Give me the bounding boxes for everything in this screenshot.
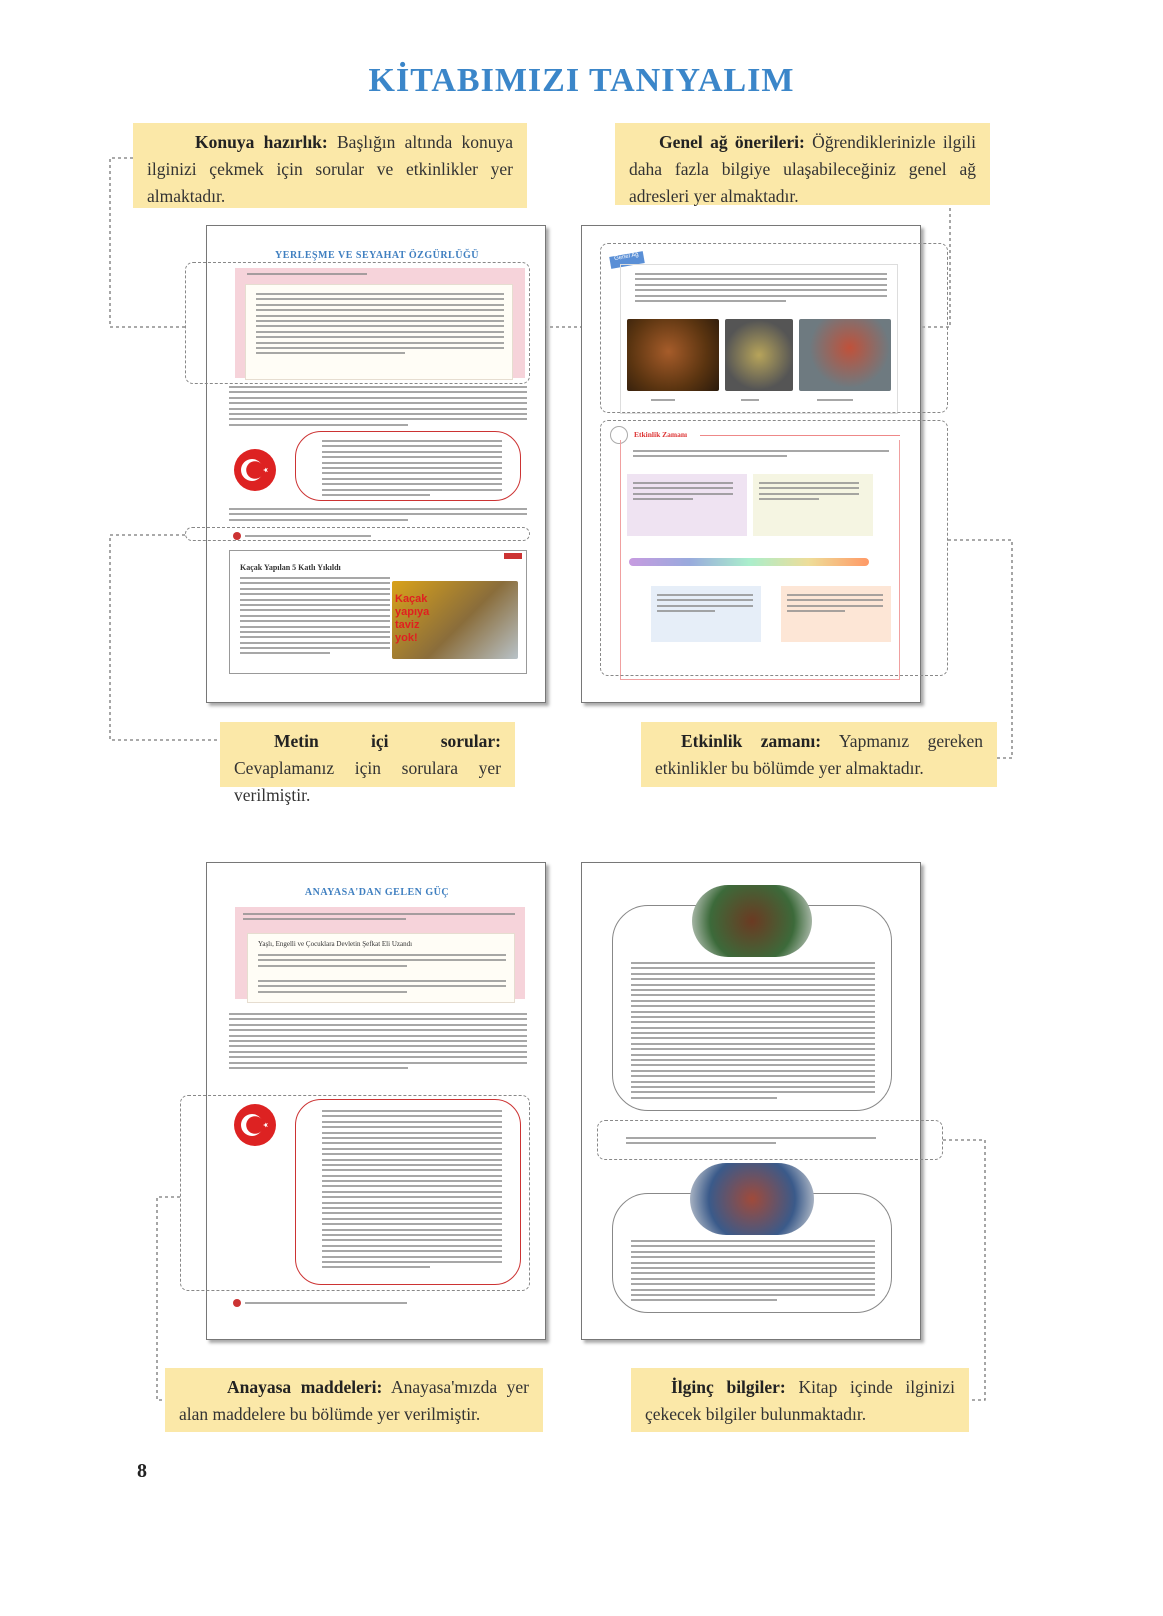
constitution-bubble [295,431,521,501]
question-icon [233,1299,241,1307]
text-lines [258,980,506,996]
window-close-icon [504,553,522,559]
text-line [631,1032,875,1034]
callout-term: Konuya hazırlık: [195,132,328,152]
text-line [631,967,875,969]
callout-etkinlik [641,722,997,787]
text-line [322,489,502,491]
text-line [631,962,875,964]
text-line [322,456,502,458]
callout-term: Metin içi sorular: [274,731,501,751]
text-line [229,386,527,388]
text-line [322,451,502,453]
sample-heading: YERLEŞME VE SEYAHAT ÖZGÜRLÜĞÜ [275,250,479,261]
text-line [240,626,390,628]
highlight-anayasa [180,1095,530,1291]
text-line [229,1013,527,1015]
callout-metin-ici [220,722,515,805]
text-line [229,413,527,415]
text-lines [240,577,390,658]
text-lines [245,1302,515,1307]
callout-text: Yapmanız gereken etkinlikler bu bölümde yer almaktadır. [655,731,983,778]
text-line [631,1278,875,1280]
text-line [229,1056,527,1058]
text-line [258,985,506,987]
text-line [240,609,390,611]
text-line [631,1299,777,1301]
callout-ilginc [631,1368,969,1432]
text-line [258,980,506,982]
text-line [240,647,390,649]
text-line [229,408,527,410]
text-line [322,462,502,464]
news-title: Yaşlı, Engelli ve Çocuklara Devletin Şefkat Eli Uzandı [258,940,413,948]
activity-title: Etkinlik Zamanı [634,430,688,439]
text-line [631,1075,875,1077]
text-lines [243,913,515,924]
text-lines [229,1013,527,1072]
callout-text: Anayasa'mızda yer alan maddelere bu bölümde yer verilmiştir. [179,1377,529,1424]
text-line [229,391,527,393]
text-line [631,989,875,991]
sample-page-4 [581,862,921,1340]
text-line [631,1070,875,1072]
text-line [229,1024,527,1026]
text-line [240,593,390,595]
text-line [322,483,502,485]
callout-text: Cevaplamanız için sorulara yer verilmiştir. [234,758,501,805]
callout-term: Anayasa maddeleri: [227,1377,383,1397]
text-line [258,991,407,993]
text-line [631,1097,777,1099]
text-line [631,1240,875,1242]
web-badge: Genel Ağ [609,251,645,269]
text-line [631,1262,875,1264]
prep-text-card [247,933,515,1003]
callout-term: Genel ağ önerileri: [659,132,805,152]
callout-genel-ag [615,123,990,205]
text-line [229,1051,527,1053]
text-line [631,1267,875,1269]
highlight-genel-ag [600,243,948,413]
callout-konuya-hazirlik [133,123,527,208]
text-line [229,1040,527,1042]
text-line [243,913,515,915]
text-line [240,636,390,638]
children-photo [692,885,812,957]
text-line [631,1081,875,1083]
callout-text: Öğrendiklerinizle ilgili daha fazla bilgiye ulaşabileceğiniz genel ağ adresleri yer almaktadır. [629,132,976,206]
text-lines [631,962,875,1102]
callout-term: İlginç bilgiler: [671,1377,786,1397]
text-lines [229,386,527,429]
text-line [240,642,390,644]
text-line [229,1062,527,1064]
text-line [631,1016,875,1018]
text-line [631,1294,875,1296]
text-lines [229,508,527,524]
text-line [631,1283,875,1285]
text-line [229,1045,527,1047]
text-line [631,973,875,975]
text-line [631,1256,875,1258]
text-line [631,1043,875,1045]
text-line [631,1272,875,1274]
text-lines [258,954,506,970]
news-window [229,550,527,674]
text-line [322,440,502,442]
text-line [631,1059,875,1061]
text-line [229,418,527,420]
text-line [631,1021,875,1023]
text-line [631,1005,875,1007]
text-line [631,1000,875,1002]
text-line [240,582,390,584]
text-line [631,1027,875,1029]
text-line [240,588,390,590]
callout-text: Başlığın altında konuya ilginizi çekmek için sorular ve etkinlikler yer almaktadır. [147,132,513,206]
text-line [240,577,390,579]
text-line [229,424,408,426]
text-line [631,1011,875,1013]
text-line [322,472,502,474]
text-line [631,1037,875,1039]
text-line [229,513,527,515]
news-photo [392,581,518,659]
text-line [240,631,390,633]
text-line [240,599,390,601]
sample-heading: ANAYASA'DAN GELEN GÜÇ [304,887,450,898]
text-line [631,1048,875,1050]
news-photo-text: Kaçak yapıya taviz yok! [395,593,430,644]
text-line [229,1035,527,1037]
text-line [229,1067,408,1069]
highlight-etkinlik [600,420,948,676]
text-line [240,620,390,622]
callout-text: Kitap içinde ilginizi çekecek bilgiler bulunmaktadır. [645,1377,956,1424]
text-line [229,397,527,399]
text-line [258,954,506,956]
page-title: KİTABIMIZI TANIYALIM [368,62,795,99]
text-line [229,508,527,510]
text-line [631,984,875,986]
group-photo [690,1163,814,1235]
text-line [240,615,390,617]
highlight-metin-ici [185,527,530,541]
text-line [631,1064,875,1066]
text-line [240,604,390,606]
text-line [322,478,502,480]
text-line [240,652,330,654]
text-line [631,978,875,980]
text-line [631,1091,875,1093]
text-line [229,402,527,404]
text-line [631,1251,875,1253]
text-line [631,1289,875,1291]
text-line [322,467,502,469]
text-line [245,1302,407,1304]
text-line [631,994,875,996]
turkish-flag-icon [233,448,277,492]
text-line [229,1018,527,1020]
text-line [322,445,502,447]
text-line [229,519,408,521]
text-line [229,1029,527,1031]
text-line [631,1086,875,1088]
text-line [243,918,406,920]
text-line [258,959,506,961]
page-number: 8 [137,1460,147,1482]
news-title: Kaçak Yapılan 5 Katlı Yıkıldı [240,563,341,572]
highlight-konuya-hazirlik [185,262,530,384]
highlight-ilginc [597,1120,943,1160]
text-line [258,965,407,967]
callout-anayasa [165,1368,543,1432]
text-line [322,494,430,496]
callout-term: Etkinlik zamanı: [681,731,822,751]
text-lines [631,1240,875,1305]
text-line [631,1245,875,1247]
text-line [631,1054,875,1056]
text-lines [322,440,502,499]
